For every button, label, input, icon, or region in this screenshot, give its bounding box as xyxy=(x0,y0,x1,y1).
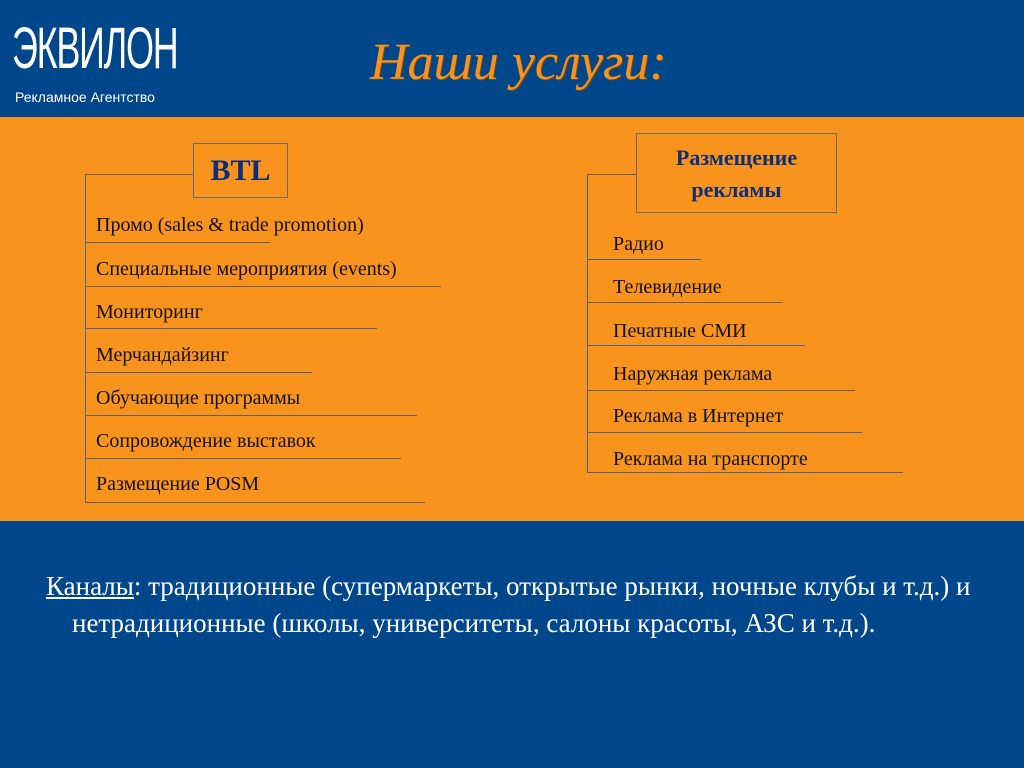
btl-item: Специальные мероприятия (events) xyxy=(96,258,397,280)
placement-item: Наружная реклама xyxy=(613,363,773,385)
channels-label: Каналы xyxy=(46,571,134,601)
btl-underline xyxy=(85,372,312,373)
btl-underline xyxy=(85,458,401,459)
placement-tree-vertical xyxy=(587,174,588,472)
placement-item: Реклама в Интернет xyxy=(613,405,784,427)
logo-subtitle: Рекламное Агентство xyxy=(15,89,155,105)
channels-text: : традиционные (супермаркеты, открытые рынки, ночные клубы и т.д.) и нетрадиционные (школы, университеты, салоны красоты, АЗС и т.д.). xyxy=(72,571,971,638)
btl-heading-box xyxy=(193,143,288,198)
btl-tree-connector xyxy=(85,174,193,175)
btl-item: Обучающие программы xyxy=(96,387,301,409)
btl-item: Мерчандайзинг xyxy=(96,344,229,366)
btl-heading: BTL xyxy=(210,154,271,187)
placement-underline xyxy=(587,390,855,391)
placement-item: Печатные СМИ xyxy=(613,320,747,342)
btl-underline xyxy=(85,286,441,287)
placement-underline xyxy=(587,345,805,346)
btl-item: Мониторинг xyxy=(96,301,203,323)
placement-underline xyxy=(587,472,903,473)
agency-logo xyxy=(12,10,182,106)
btl-tree-vertical xyxy=(85,174,86,502)
placement-heading-line2: рекламы xyxy=(691,177,782,202)
placement-underline xyxy=(587,259,701,260)
page-title: Наши услуги: xyxy=(370,34,667,91)
channels-paragraph xyxy=(46,568,1002,642)
placement-tree-connector xyxy=(587,174,636,175)
placement-underline xyxy=(587,302,782,303)
placement-item: Телевидение xyxy=(613,276,722,298)
btl-underline xyxy=(85,502,425,503)
btl-underline xyxy=(85,328,377,329)
btl-underline xyxy=(85,242,270,243)
btl-item: Размещение POSM xyxy=(96,473,260,495)
btl-item: Сопровождение выставок xyxy=(96,430,316,452)
placement-heading-line1: Размещение xyxy=(675,145,798,170)
logo-name: ЭКВИЛОН xyxy=(12,16,178,81)
btl-underline xyxy=(85,415,417,416)
placement-underline xyxy=(587,432,862,433)
placement-heading-box xyxy=(636,133,837,213)
placement-item: Реклама на транспорте xyxy=(613,448,808,470)
btl-item: Промо (sales & trade promotion) xyxy=(96,214,364,236)
placement-item: Радио xyxy=(613,233,664,255)
